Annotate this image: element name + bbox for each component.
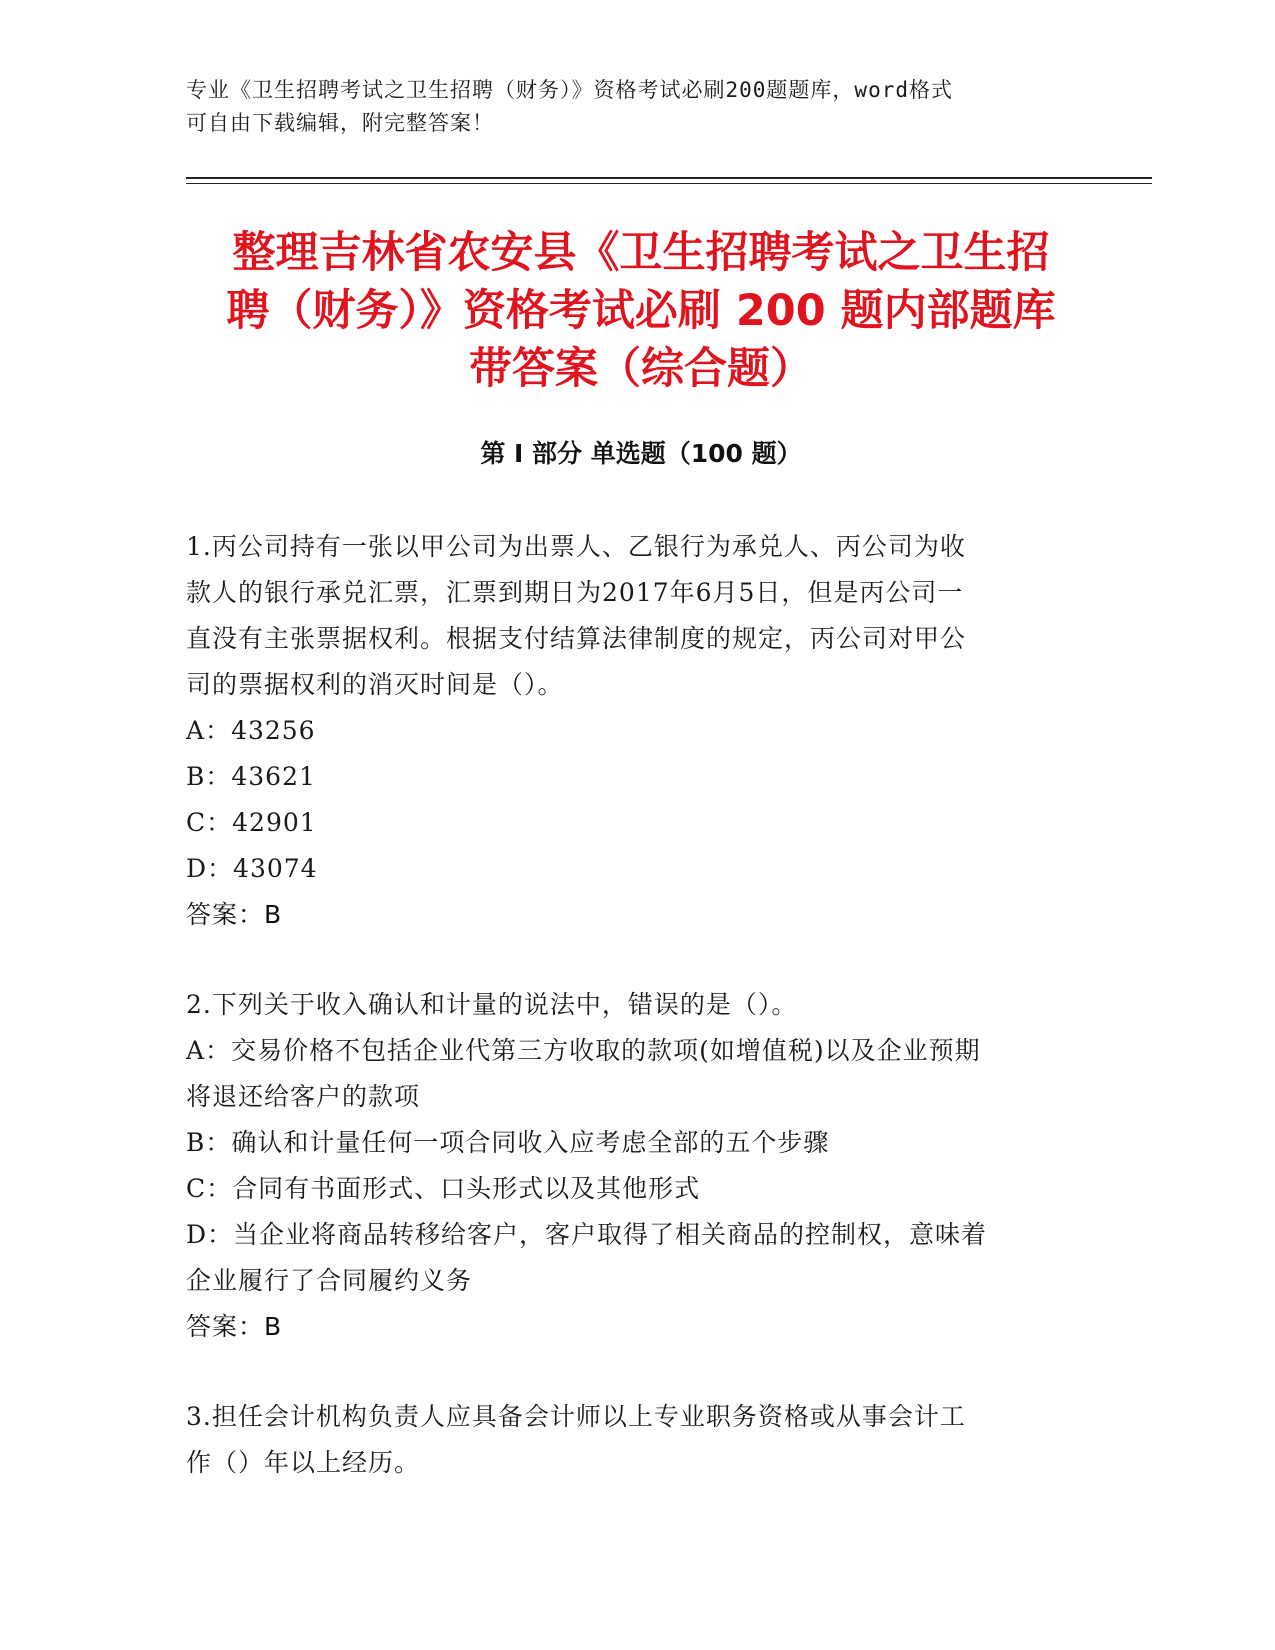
option-text: 当企业将商品转移给客户，客户取得了相关商品的控制权，意味着 (233, 1220, 988, 1249)
option-text: 43621 (231, 762, 316, 791)
stem-line: 3.担任会计机构负责人应具备会计师以上专业职务资格或从事会计工 (186, 1402, 966, 1431)
option-text: 合同有书面形式、口头形式以及其他形式 (232, 1174, 701, 1203)
section-heading: 第 I 部分 单选题（100 题） (480, 439, 802, 468)
option-a (186, 1028, 1086, 1120)
answer: 答案：B (186, 900, 283, 929)
option-d (186, 846, 1086, 892)
header-note (186, 74, 1066, 140)
option-label: A： (186, 1036, 232, 1065)
header-note-line: 可自由下载编辑，附完整答案！ (186, 111, 494, 135)
question-2 (186, 982, 1086, 1350)
question-list (186, 524, 1086, 1486)
option-label: B： (186, 1128, 232, 1157)
stem-line: 1.丙公司持有一张以甲公司为出票人、乙银行为承兑人、丙公司为收 (186, 532, 966, 561)
stem-line: 款人的银行承兑汇票，汇票到期日为2017年6月5日，但是丙公司一 (186, 578, 964, 607)
answer: 答案：B (186, 1312, 283, 1341)
option-c (186, 800, 1086, 846)
option-label: B： (186, 762, 232, 791)
option-d (186, 1212, 1086, 1304)
option-label: A： (186, 716, 232, 745)
stem-line: 司的票据权利的消灭时间是（）。 (186, 670, 564, 699)
stem-line: 2.下列关于收入确认和计量的说法中，错误的是（）。 (186, 990, 798, 1019)
option-text: 43074 (233, 854, 318, 883)
question-3 (186, 1394, 1086, 1486)
document-title (186, 224, 1096, 398)
option-label: D： (186, 854, 234, 883)
option-text: 43256 (231, 716, 316, 745)
title-line: 带答案（综合题） (469, 344, 813, 394)
title-line: 整理吉林省农安县《卫生招聘考试之卫生招 (232, 228, 1050, 278)
option-label: C： (186, 808, 233, 837)
option-c (186, 1166, 1086, 1212)
question-1 (186, 524, 1086, 938)
option-label: D： (186, 1220, 234, 1249)
option-text: 交易价格不包括企业代第三方收取的款项(如增值税)以及企业预期 (231, 1036, 981, 1065)
header-rule (186, 177, 1152, 179)
question-spacer (186, 938, 1086, 982)
stem-line: 直没有主张票据权利。根据支付结算法律制度的规定，丙公司对甲公 (186, 624, 967, 653)
question-stem (186, 982, 1086, 1028)
option-b (186, 754, 1086, 800)
question-stem (186, 1394, 1086, 1486)
option-text: 确认和计量任何一项合同收入应考虑全部的五个步骤 (231, 1128, 830, 1157)
title-line: 聘（财务）》资格考试必刷 200 题内部题库 (226, 286, 1056, 336)
question-stem (186, 524, 1086, 708)
option-label: C： (186, 1174, 233, 1203)
option-a (186, 708, 1086, 754)
option-text: 42901 (232, 808, 317, 837)
header-rule-thin (186, 183, 1152, 184)
question-spacer (186, 1350, 1086, 1394)
header-note-line: 专业《卫生招聘考试之卫生招聘（财务）》资格考试必刷200题题库，word格式 (186, 78, 953, 102)
option-b (186, 1120, 1086, 1166)
stem-line: 作（）年以上经历。 (186, 1448, 421, 1477)
option-text-continued: 将退还给客户的款项 (186, 1082, 421, 1111)
option-text-continued: 企业履行了合同履约义务 (186, 1266, 473, 1295)
